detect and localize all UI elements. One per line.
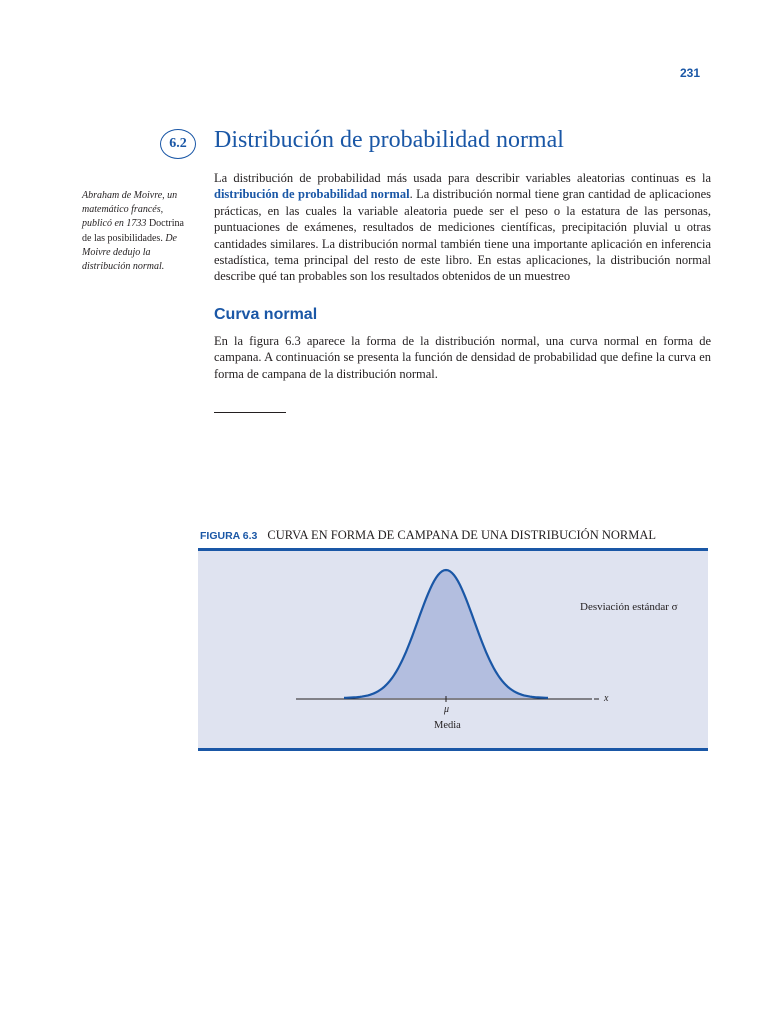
intro-text-end: . La distribución normal tiene gran cantidad de aplicaciones prácticas, en las cuales la variable aleatoria puede ser el peso o la estatura de las personas, puntuaciones de exámenes, resultados de mediciones científicas, precipitación pluvial u otras cantidades similares. La distribución normal también tiene una importante aplicación en inferencia estadística, tema principal del resto de este libro. En estas aplicaciones, la distribución normal describe qué tan probables son los resultados obtenidos de un muestreo (214, 187, 711, 284)
page-number: 231 (679, 66, 700, 80)
footnote-rule (214, 412, 286, 413)
section-number-badge: 6.2 (160, 129, 196, 159)
margin-note-italic-end: De Moivre dedujo la distribución normal. (82, 232, 177, 273)
mean-label: Media (434, 720, 461, 731)
figure-title: CURVA EN FORMA DE CAMPANA DE UNA DISTRIBUCIÓN NORMAL (267, 528, 657, 542)
section-title: Distribución de probabilidad normal (214, 127, 564, 153)
subheading-curva-normal: Curva normal (214, 306, 318, 323)
figure-label: FIGURA 6.3 (200, 530, 258, 542)
figure-caption (200, 526, 656, 544)
x-axis-label: x (604, 693, 609, 704)
margin-note-book-title: Doctrina de las posibilidades. (82, 218, 184, 244)
figure-panel (198, 548, 708, 751)
intro-keyword: distribución de probabilidad normal (214, 187, 410, 202)
margin-note-italic: Abraham de Moivre, un matemático francés, publicó en 1733 (82, 190, 178, 230)
std-dev-label: Desviación estándar σ (580, 601, 678, 613)
intro-text-start: La distribución de probabilidad más usada para describir variables aleatorias continuas es la (214, 171, 711, 185)
bell-curve-graphic (198, 551, 708, 748)
intro-paragraph (214, 170, 711, 285)
margin-note (82, 189, 190, 274)
bell-curve-fill (344, 570, 548, 698)
mu-label: μ (444, 704, 450, 715)
curve-paragraph: En la figura 6.3 aparece la forma de la distribución normal, una curva normal en forma de campana. A continuación se presenta la función de densidad de probabilidad que define la curva en forma de campana de la distribución normal. (214, 334, 711, 381)
